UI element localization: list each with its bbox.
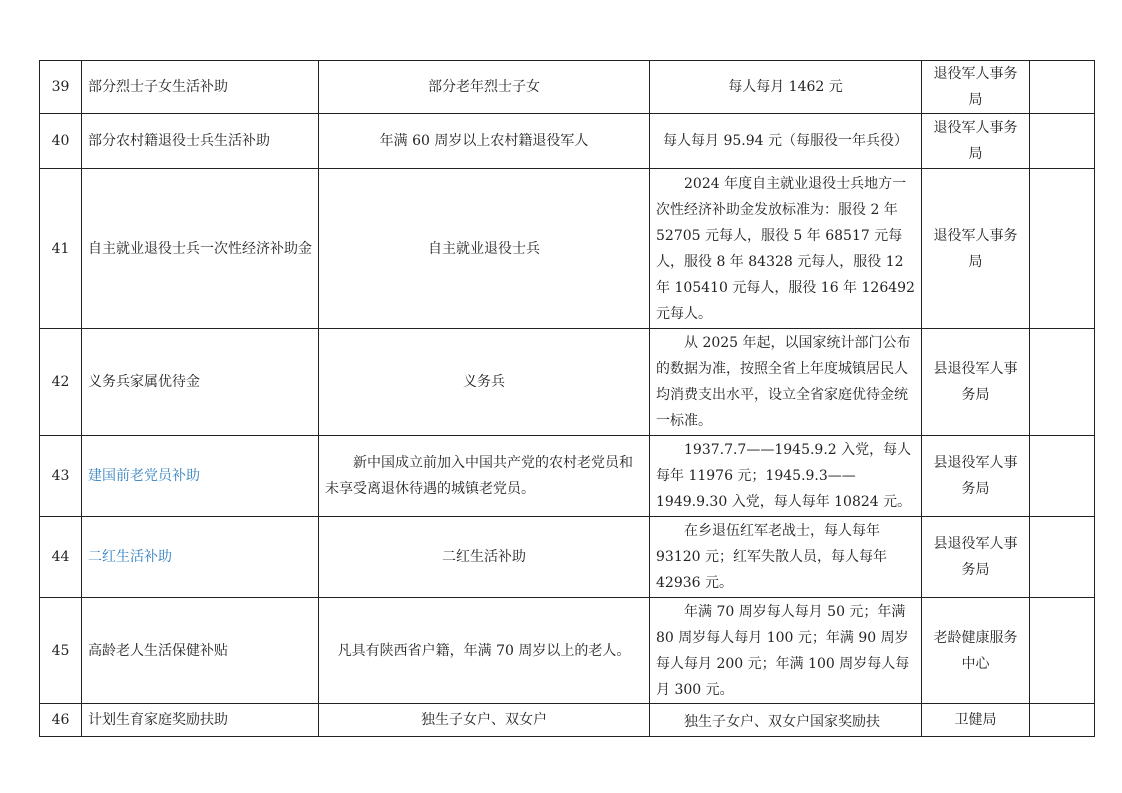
standard: 每人每月 95.94 元（每服役一年兵役） [650,114,922,169]
standard: 每人每月 1462 元 [650,61,922,114]
note-cell [1030,598,1095,704]
target-group: 新中国成立前加入中国共产党的农村老党员和未享受离退休待遇的城镇老党员。 [319,436,650,517]
row-number: 39 [40,61,82,114]
item-name-link[interactable]: 二红生活补助 [82,517,319,598]
row-number: 43 [40,436,82,517]
department: 县退役军人事务局 [922,329,1030,436]
standard: 从 2025 年起，以国家统计部门公布的数据为准，按照全省上年度城镇居民人均消费支出水平，设立全省家庭优待金统一标准。 [650,329,922,436]
row-number: 46 [40,704,82,737]
department: 卫健局 [922,704,1030,737]
row-number: 44 [40,517,82,598]
table-row [40,61,1095,114]
item-name: 部分农村籍退役士兵生活补助 [82,114,319,169]
table-row [40,436,1095,517]
note-cell [1030,61,1095,114]
department: 退役军人事务局 [922,169,1030,329]
department: 县退役军人事务局 [922,436,1030,517]
table-row [40,169,1095,329]
standard: 独生子女户、双女户国家奖励扶 [684,714,880,730]
item-name: 部分烈士子女生活补助 [82,61,319,114]
note-cell [1030,169,1095,329]
table-row [40,114,1095,169]
standard: 1937.7.7——1945.9.2 入党，每人每年 11976 元；1945.9.3——1949.9.30 入党，每人每年 10824 元。 [650,436,922,517]
note-cell [1030,704,1095,737]
department: 退役军人事务局 [922,61,1030,114]
item-name: 计划生育家庭奖励扶助 [82,704,319,737]
standard: 在乡退伍红军老战士，每人每年 93120 元；红军失散人员，每人每年 42936 元。 [650,517,922,598]
row-number: 45 [40,598,82,704]
table-row [40,329,1095,436]
target-group: 部分老年烈士子女 [319,61,650,114]
standard: 2024 年度自主就业退役士兵地方一次性经济补助金发放标准为：服役 2 年 52705 元每人，服役 5 年 68517 元每人，服役 8 年 84328 元每人，服役 12 年 105410 元每人，服役 16 年 126492 元每人。 [650,169,922,329]
row-number: 42 [40,329,82,436]
target-group: 独生子女户、双女户 [319,704,650,737]
target-group: 义务兵 [319,329,650,436]
table-row [40,598,1095,704]
item-name: 自主就业退役士兵一次性经济补助金 [82,169,319,329]
note-cell [1030,517,1095,598]
department: 老龄健康服务中心 [922,598,1030,704]
row-number: 41 [40,169,82,329]
note-cell [1030,329,1095,436]
department: 退役军人事务局 [922,114,1030,169]
item-name: 高龄老人生活保健补贴 [82,598,319,704]
note-cell [1030,114,1095,169]
target-group: 自主就业退役士兵 [319,169,650,329]
target-group: 二红生活补助 [319,517,650,598]
department: 县退役军人事务局 [922,517,1030,598]
target-group: 年满 60 周岁以上农村籍退役军人 [319,114,650,169]
row-number: 40 [40,114,82,169]
table-row [40,704,1095,737]
target-group: 凡具有陕西省户籍，年满 70 周岁以上的老人。 [319,598,650,704]
note-cell [1030,436,1095,517]
item-name: 义务兵家属优待金 [82,329,319,436]
standard: 年满 70 周岁每人每月 50 元；年满 80 周岁每人每月 100 元；年满 90 周岁每人每月 200 元；年满 100 周岁每人每月 300 元。 [650,598,922,704]
standard-cell [650,704,922,737]
item-name-link[interactable]: 建国前老党员补助 [82,436,319,517]
table-row [40,517,1095,598]
benefits-table [39,60,1095,737]
